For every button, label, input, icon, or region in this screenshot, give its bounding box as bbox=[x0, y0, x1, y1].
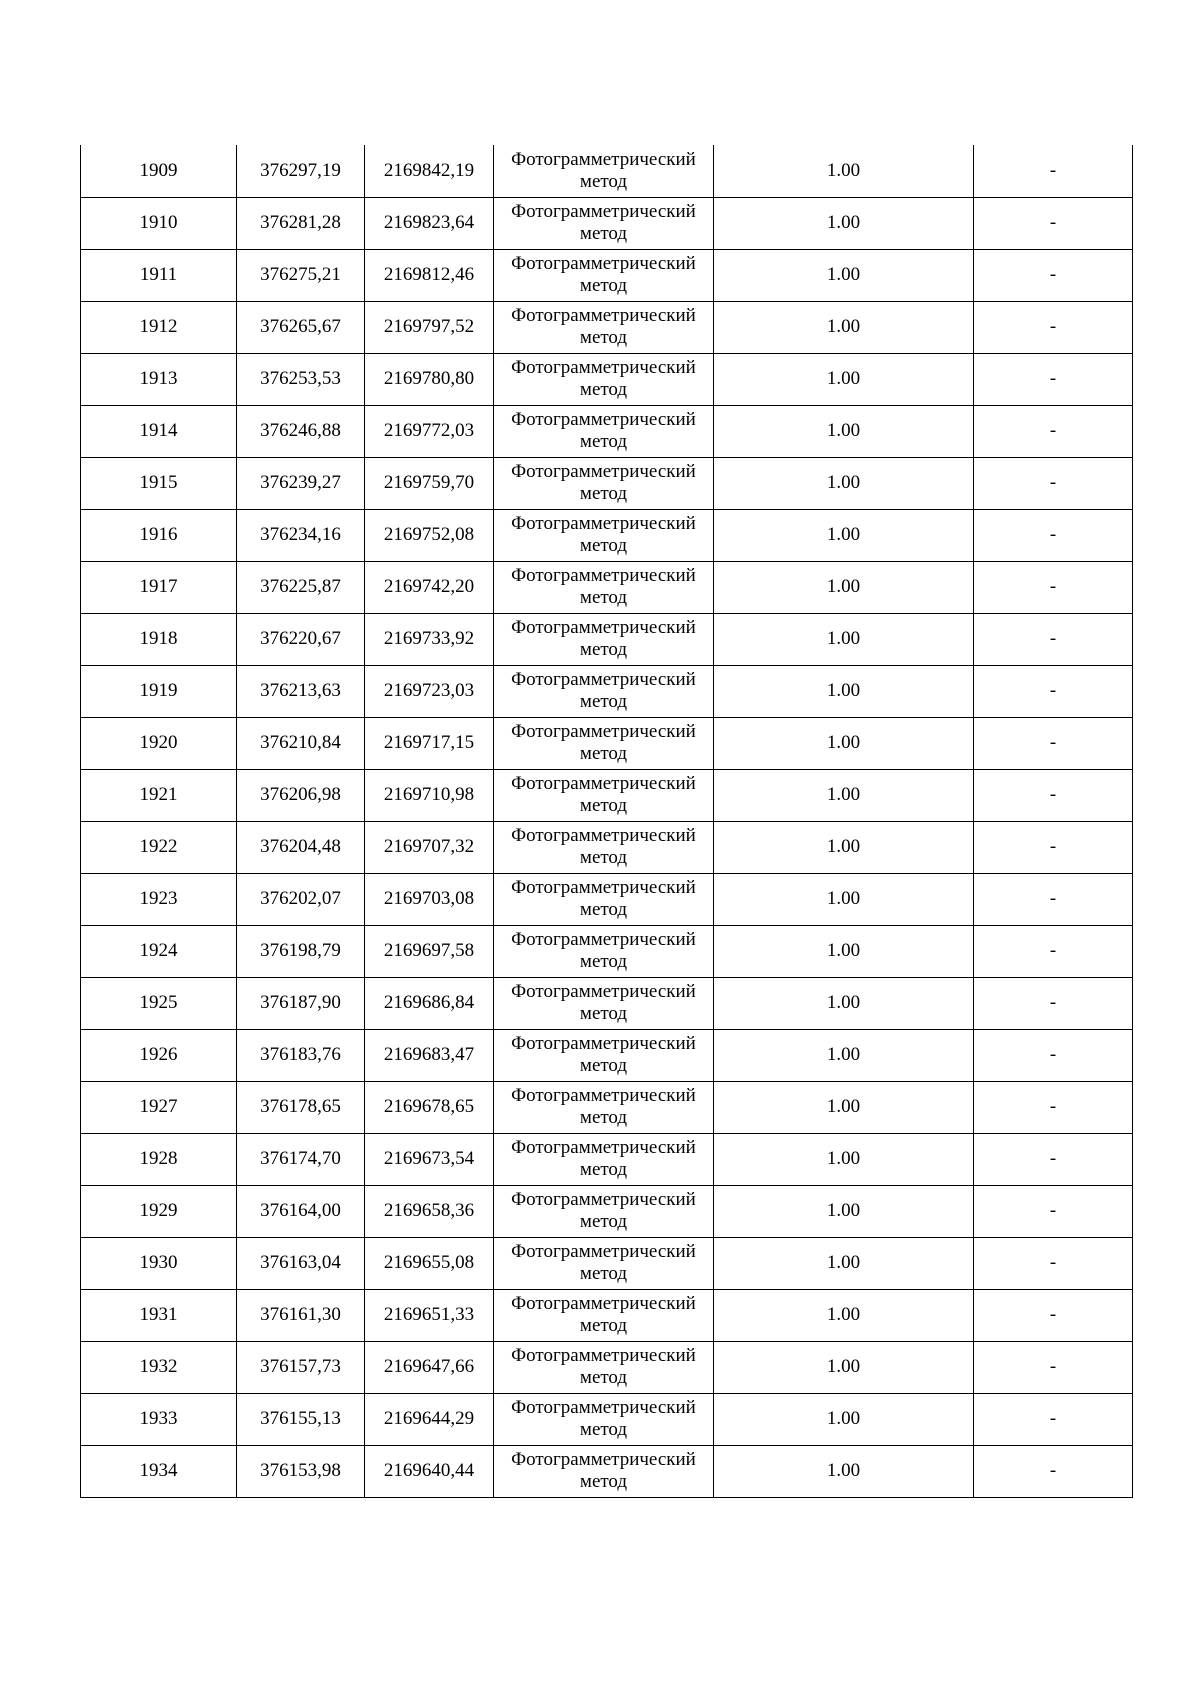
y-coordinate-cell: 2169686,84 bbox=[365, 977, 494, 1029]
note-cell: - bbox=[974, 1029, 1133, 1081]
point-number-cell: 1925 bbox=[81, 977, 237, 1029]
method-cell: Фотограмметрический метод bbox=[494, 509, 714, 561]
note-cell: - bbox=[974, 717, 1133, 769]
accuracy-cell: 1.00 bbox=[714, 561, 974, 613]
x-coordinate-cell: 376246,88 bbox=[237, 405, 365, 457]
table-row bbox=[81, 1341, 1133, 1393]
method-cell: Фотограмметрический метод bbox=[494, 1341, 714, 1393]
note-cell: - bbox=[974, 249, 1133, 301]
accuracy-cell: 1.00 bbox=[714, 1445, 974, 1497]
method-cell: Фотограмметрический метод bbox=[494, 561, 714, 613]
y-coordinate-cell: 2169752,08 bbox=[365, 509, 494, 561]
point-number-cell: 1928 bbox=[81, 1133, 237, 1185]
table-row bbox=[81, 873, 1133, 925]
table-row bbox=[81, 1081, 1133, 1133]
method-cell: Фотограмметрический метод bbox=[494, 613, 714, 665]
x-coordinate-cell: 376225,87 bbox=[237, 561, 365, 613]
method-cell: Фотограмметрический метод bbox=[494, 1445, 714, 1497]
method-cell: Фотограмметрический метод bbox=[494, 977, 714, 1029]
x-coordinate-cell: 376213,63 bbox=[237, 665, 365, 717]
x-coordinate-cell: 376178,65 bbox=[237, 1081, 365, 1133]
coordinates-table-body bbox=[81, 145, 1133, 1497]
table-row bbox=[81, 405, 1133, 457]
point-number-cell: 1927 bbox=[81, 1081, 237, 1133]
accuracy-cell: 1.00 bbox=[714, 925, 974, 977]
x-coordinate-cell: 376265,67 bbox=[237, 301, 365, 353]
method-cell: Фотограмметрический метод bbox=[494, 925, 714, 977]
note-cell: - bbox=[974, 301, 1133, 353]
point-number-cell: 1926 bbox=[81, 1029, 237, 1081]
method-cell: Фотограмметрический метод bbox=[494, 873, 714, 925]
point-number-cell: 1920 bbox=[81, 717, 237, 769]
note-cell: - bbox=[974, 353, 1133, 405]
note-cell: - bbox=[974, 925, 1133, 977]
point-number-cell: 1924 bbox=[81, 925, 237, 977]
y-coordinate-cell: 2169780,80 bbox=[365, 353, 494, 405]
table-row bbox=[81, 1029, 1133, 1081]
y-coordinate-cell: 2169678,65 bbox=[365, 1081, 494, 1133]
accuracy-cell: 1.00 bbox=[714, 665, 974, 717]
note-cell: - bbox=[974, 1341, 1133, 1393]
note-cell: - bbox=[974, 613, 1133, 665]
y-coordinate-cell: 2169733,92 bbox=[365, 613, 494, 665]
accuracy-cell: 1.00 bbox=[714, 1185, 974, 1237]
method-cell: Фотограмметрический метод bbox=[494, 717, 714, 769]
table-row bbox=[81, 301, 1133, 353]
x-coordinate-cell: 376297,19 bbox=[237, 145, 365, 197]
accuracy-cell: 1.00 bbox=[714, 1133, 974, 1185]
note-cell: - bbox=[974, 145, 1133, 197]
table-row bbox=[81, 717, 1133, 769]
y-coordinate-cell: 2169707,32 bbox=[365, 821, 494, 873]
y-coordinate-cell: 2169673,54 bbox=[365, 1133, 494, 1185]
y-coordinate-cell: 2169797,52 bbox=[365, 301, 494, 353]
point-number-cell: 1931 bbox=[81, 1289, 237, 1341]
note-cell: - bbox=[974, 1081, 1133, 1133]
y-coordinate-cell: 2169683,47 bbox=[365, 1029, 494, 1081]
x-coordinate-cell: 376281,28 bbox=[237, 197, 365, 249]
method-cell: Фотограмметрический метод bbox=[494, 1393, 714, 1445]
y-coordinate-cell: 2169710,98 bbox=[365, 769, 494, 821]
method-cell: Фотограмметрический метод bbox=[494, 1237, 714, 1289]
point-number-cell: 1922 bbox=[81, 821, 237, 873]
x-coordinate-cell: 376164,00 bbox=[237, 1185, 365, 1237]
point-number-cell: 1930 bbox=[81, 1237, 237, 1289]
accuracy-cell: 1.00 bbox=[714, 353, 974, 405]
table-row bbox=[81, 1393, 1133, 1445]
method-cell: Фотограмметрический метод bbox=[494, 1289, 714, 1341]
y-coordinate-cell: 2169772,03 bbox=[365, 405, 494, 457]
method-cell: Фотограмметрический метод bbox=[494, 197, 714, 249]
method-cell: Фотограмметрический метод bbox=[494, 1133, 714, 1185]
point-number-cell: 1909 bbox=[81, 145, 237, 197]
x-coordinate-cell: 376163,04 bbox=[237, 1237, 365, 1289]
accuracy-cell: 1.00 bbox=[714, 613, 974, 665]
y-coordinate-cell: 2169658,36 bbox=[365, 1185, 494, 1237]
table-row bbox=[81, 1445, 1133, 1497]
y-coordinate-cell: 2169742,20 bbox=[365, 561, 494, 613]
y-coordinate-cell: 2169651,33 bbox=[365, 1289, 494, 1341]
accuracy-cell: 1.00 bbox=[714, 769, 974, 821]
table-row bbox=[81, 977, 1133, 1029]
table-row bbox=[81, 145, 1133, 197]
table-row bbox=[81, 197, 1133, 249]
accuracy-cell: 1.00 bbox=[714, 145, 974, 197]
note-cell: - bbox=[974, 665, 1133, 717]
accuracy-cell: 1.00 bbox=[714, 1289, 974, 1341]
table-row bbox=[81, 249, 1133, 301]
y-coordinate-cell: 2169647,66 bbox=[365, 1341, 494, 1393]
note-cell: - bbox=[974, 1445, 1133, 1497]
method-cell: Фотограмметрический метод bbox=[494, 1029, 714, 1081]
x-coordinate-cell: 376220,67 bbox=[237, 613, 365, 665]
x-coordinate-cell: 376204,48 bbox=[237, 821, 365, 873]
table-row bbox=[81, 1289, 1133, 1341]
point-number-cell: 1913 bbox=[81, 353, 237, 405]
accuracy-cell: 1.00 bbox=[714, 301, 974, 353]
table-row bbox=[81, 1185, 1133, 1237]
note-cell: - bbox=[974, 1289, 1133, 1341]
note-cell: - bbox=[974, 561, 1133, 613]
coordinates-table bbox=[80, 145, 1133, 1498]
accuracy-cell: 1.00 bbox=[714, 1341, 974, 1393]
note-cell: - bbox=[974, 405, 1133, 457]
accuracy-cell: 1.00 bbox=[714, 873, 974, 925]
accuracy-cell: 1.00 bbox=[714, 509, 974, 561]
point-number-cell: 1919 bbox=[81, 665, 237, 717]
method-cell: Фотограмметрический метод bbox=[494, 1185, 714, 1237]
accuracy-cell: 1.00 bbox=[714, 821, 974, 873]
point-number-cell: 1932 bbox=[81, 1341, 237, 1393]
note-cell: - bbox=[974, 457, 1133, 509]
table-row bbox=[81, 613, 1133, 665]
point-number-cell: 1915 bbox=[81, 457, 237, 509]
method-cell: Фотограмметрический метод bbox=[494, 353, 714, 405]
y-coordinate-cell: 2169703,08 bbox=[365, 873, 494, 925]
method-cell: Фотограмметрический метод bbox=[494, 405, 714, 457]
table-row bbox=[81, 509, 1133, 561]
y-coordinate-cell: 2169759,70 bbox=[365, 457, 494, 509]
point-number-cell: 1933 bbox=[81, 1393, 237, 1445]
x-coordinate-cell: 376161,30 bbox=[237, 1289, 365, 1341]
accuracy-cell: 1.00 bbox=[714, 249, 974, 301]
y-coordinate-cell: 2169655,08 bbox=[365, 1237, 494, 1289]
x-coordinate-cell: 376239,27 bbox=[237, 457, 365, 509]
note-cell: - bbox=[974, 509, 1133, 561]
point-number-cell: 1911 bbox=[81, 249, 237, 301]
note-cell: - bbox=[974, 1185, 1133, 1237]
table-row bbox=[81, 925, 1133, 977]
method-cell: Фотограмметрический метод bbox=[494, 457, 714, 509]
y-coordinate-cell: 2169697,58 bbox=[365, 925, 494, 977]
table-row bbox=[81, 457, 1133, 509]
x-coordinate-cell: 376174,70 bbox=[237, 1133, 365, 1185]
y-coordinate-cell: 2169717,15 bbox=[365, 717, 494, 769]
table-row bbox=[81, 665, 1133, 717]
note-cell: - bbox=[974, 1237, 1133, 1289]
accuracy-cell: 1.00 bbox=[714, 717, 974, 769]
point-number-cell: 1912 bbox=[81, 301, 237, 353]
accuracy-cell: 1.00 bbox=[714, 1393, 974, 1445]
note-cell: - bbox=[974, 977, 1133, 1029]
accuracy-cell: 1.00 bbox=[714, 405, 974, 457]
point-number-cell: 1934 bbox=[81, 1445, 237, 1497]
method-cell: Фотограмметрический метод bbox=[494, 769, 714, 821]
x-coordinate-cell: 376234,16 bbox=[237, 509, 365, 561]
table-row bbox=[81, 821, 1133, 873]
x-coordinate-cell: 376153,98 bbox=[237, 1445, 365, 1497]
method-cell: Фотограмметрический метод bbox=[494, 145, 714, 197]
y-coordinate-cell: 2169842,19 bbox=[365, 145, 494, 197]
point-number-cell: 1923 bbox=[81, 873, 237, 925]
accuracy-cell: 1.00 bbox=[714, 1237, 974, 1289]
point-number-cell: 1916 bbox=[81, 509, 237, 561]
accuracy-cell: 1.00 bbox=[714, 977, 974, 1029]
x-coordinate-cell: 376275,21 bbox=[237, 249, 365, 301]
point-number-cell: 1929 bbox=[81, 1185, 237, 1237]
point-number-cell: 1918 bbox=[81, 613, 237, 665]
note-cell: - bbox=[974, 1133, 1133, 1185]
note-cell: - bbox=[974, 821, 1133, 873]
x-coordinate-cell: 376183,76 bbox=[237, 1029, 365, 1081]
point-number-cell: 1914 bbox=[81, 405, 237, 457]
y-coordinate-cell: 2169812,46 bbox=[365, 249, 494, 301]
x-coordinate-cell: 376206,98 bbox=[237, 769, 365, 821]
y-coordinate-cell: 2169640,44 bbox=[365, 1445, 494, 1497]
x-coordinate-cell: 376157,73 bbox=[237, 1341, 365, 1393]
accuracy-cell: 1.00 bbox=[714, 1029, 974, 1081]
note-cell: - bbox=[974, 197, 1133, 249]
method-cell: Фотограмметрический метод bbox=[494, 1081, 714, 1133]
table-row bbox=[81, 1133, 1133, 1185]
x-coordinate-cell: 376210,84 bbox=[237, 717, 365, 769]
x-coordinate-cell: 376198,79 bbox=[237, 925, 365, 977]
accuracy-cell: 1.00 bbox=[714, 457, 974, 509]
note-cell: - bbox=[974, 769, 1133, 821]
method-cell: Фотограмметрический метод bbox=[494, 821, 714, 873]
method-cell: Фотограмметрический метод bbox=[494, 249, 714, 301]
method-cell: Фотограмметрический метод bbox=[494, 665, 714, 717]
x-coordinate-cell: 376202,07 bbox=[237, 873, 365, 925]
accuracy-cell: 1.00 bbox=[714, 197, 974, 249]
y-coordinate-cell: 2169644,29 bbox=[365, 1393, 494, 1445]
x-coordinate-cell: 376187,90 bbox=[237, 977, 365, 1029]
x-coordinate-cell: 376155,13 bbox=[237, 1393, 365, 1445]
note-cell: - bbox=[974, 1393, 1133, 1445]
accuracy-cell: 1.00 bbox=[714, 1081, 974, 1133]
note-cell: - bbox=[974, 873, 1133, 925]
table-row bbox=[81, 353, 1133, 405]
table-row bbox=[81, 561, 1133, 613]
x-coordinate-cell: 376253,53 bbox=[237, 353, 365, 405]
table-row bbox=[81, 769, 1133, 821]
table-row bbox=[81, 1237, 1133, 1289]
point-number-cell: 1921 bbox=[81, 769, 237, 821]
point-number-cell: 1917 bbox=[81, 561, 237, 613]
point-number-cell: 1910 bbox=[81, 197, 237, 249]
y-coordinate-cell: 2169823,64 bbox=[365, 197, 494, 249]
y-coordinate-cell: 2169723,03 bbox=[365, 665, 494, 717]
method-cell: Фотограмметрический метод bbox=[494, 301, 714, 353]
